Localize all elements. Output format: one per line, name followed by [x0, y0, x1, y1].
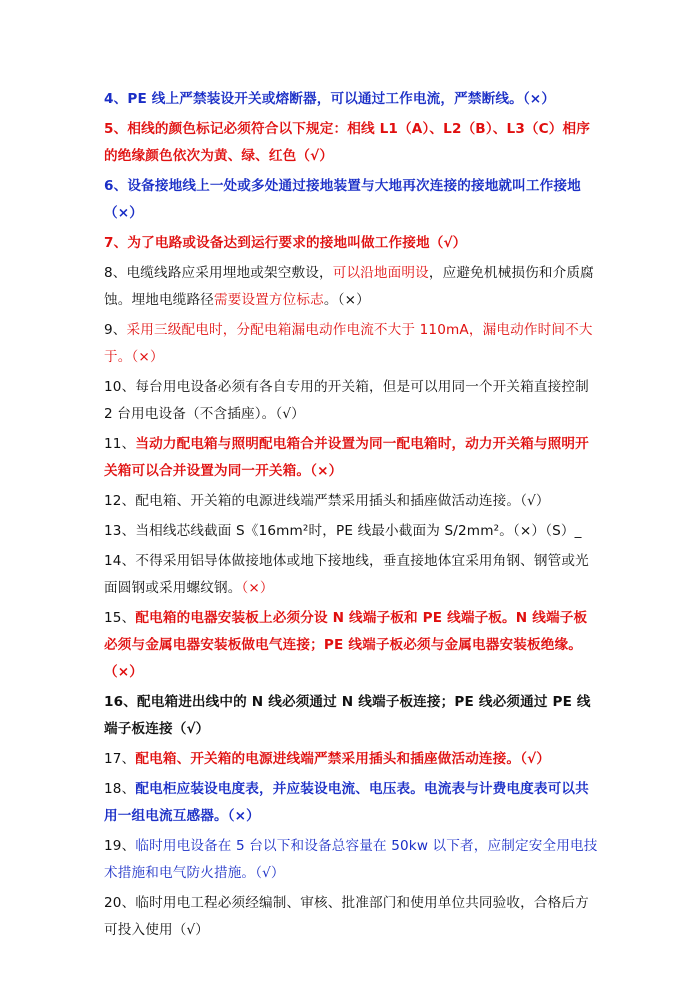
- question-item: [104, 833, 600, 887]
- question-item: [104, 605, 600, 686]
- question-text-segment: 18、: [104, 781, 136, 797]
- question-item: [104, 260, 600, 314]
- question-list: [104, 86, 600, 944]
- question-text-segment: 19、: [104, 838, 136, 854]
- question-text-segment: 7、为了电路或设备达到运行要求的接地叫做工作接地（√）: [104, 235, 467, 251]
- question-item: [104, 173, 600, 227]
- question-item: [104, 374, 600, 428]
- question-text-segment: 14、不得采用铝导体做接地体或地下接地线，垂直接地体宜采用角钢、钢管或光面圆钢或采用螺纹钢。: [104, 553, 589, 596]
- question-text-segment: 12、配电箱、开关箱的电源进线端严禁采用插头和插座做活动连接。（√）: [104, 493, 550, 509]
- question-text-segment: ，应避免机械损伤和介质腐蚀。埋地电缆路径: [104, 265, 594, 308]
- question-text-segment: 配电柜应装设电度表，并应装设电流、电压表。电流表与计费电度表可以共用一组电流互感器。（×）: [104, 781, 589, 824]
- question-text-segment: 。（×）: [323, 292, 370, 308]
- question-item: [104, 86, 600, 113]
- question-text-segment: 8、电缆线路应采用埋地或架空敷设，: [104, 265, 333, 281]
- question-text-segment: 临时用电设备在 5 台以下和设备总容量在 50kw 以下者，应制定安全用电技术措施和电气防火措施。（√）: [104, 838, 598, 881]
- question-item: [104, 890, 600, 944]
- question-text-segment: 6、设备接地线上一处或多处通过接地装置与大地再次连接的接地就叫工作接地（×）: [104, 178, 581, 221]
- question-text-segment: （×）: [241, 580, 274, 596]
- question-text-segment: 当动力配电箱与照明配电箱合并设置为同一配电箱时，动力开关箱与照明开关箱可以合并设置为同一开关箱。（×）: [104, 436, 589, 479]
- question-text-segment: 4、PE 线上严禁装设开关或熔断器，可以通过工作电流，严禁断线。（×）: [104, 91, 556, 107]
- question-item: [104, 488, 600, 515]
- question-text-segment: 10、每台用电设备必须有各自专用的开关箱，但是可以用同一个开关箱直接控制 2 台用电设备（不含插座）。（√）: [104, 379, 589, 422]
- question-text-segment: 16、配电箱进出线中的 N 线必须通过 N 线端子板连接；PE 线必须通过 PE 线端子板连接（√）: [104, 694, 591, 737]
- question-item: [104, 431, 600, 485]
- question-item: [104, 746, 600, 773]
- question-text-segment: 13、当相线芯线截面 S《16mm²时，PE 线最小截面为 S/2mm²。（×）（S）_: [104, 523, 582, 539]
- question-text-segment: 可以沿地面明设: [332, 265, 429, 281]
- question-item: [104, 548, 600, 602]
- question-item: [104, 317, 600, 371]
- question-item: [104, 689, 600, 743]
- question-item: [104, 230, 600, 257]
- question-item: [104, 116, 600, 170]
- question-text-segment: 5、相线的颜色标记必须符合以下规定：相线 L1（A）、L2（B）、L3（C）相序的绝缘颜色依次为黄、绿、红色（√）: [104, 121, 591, 164]
- question-text-segment: 需要设置方位标志: [213, 292, 324, 308]
- question-text-segment: 采用三级配电时，分配电箱漏电动作电流不大于 110mA，漏电动作时间不大于。（×）: [104, 322, 593, 365]
- question-text-segment: 11、: [104, 436, 136, 452]
- question-text-segment: 配电箱的电器安装板上必须分设 N 线端子板和 PE 线端子板。N 线端子板必须与金属电器安装板做电气连接；PE 线端子板必须与金属电器安装板绝缘。（×）: [104, 610, 588, 680]
- question-item: [104, 776, 600, 830]
- question-text-segment: 9、: [104, 322, 127, 338]
- question-text-segment: 15、: [104, 610, 136, 626]
- question-text-segment: 17、: [104, 751, 136, 767]
- question-text-segment: 配电箱、开关箱的电源进线端严禁采用插头和插座做活动连接。（√）: [135, 751, 551, 767]
- question-text-segment: 20、临时用电工程必须经编制、审核、批准部门和使用单位共同验收，合格后方可投入使用（√）: [104, 895, 589, 938]
- question-item: [104, 518, 600, 545]
